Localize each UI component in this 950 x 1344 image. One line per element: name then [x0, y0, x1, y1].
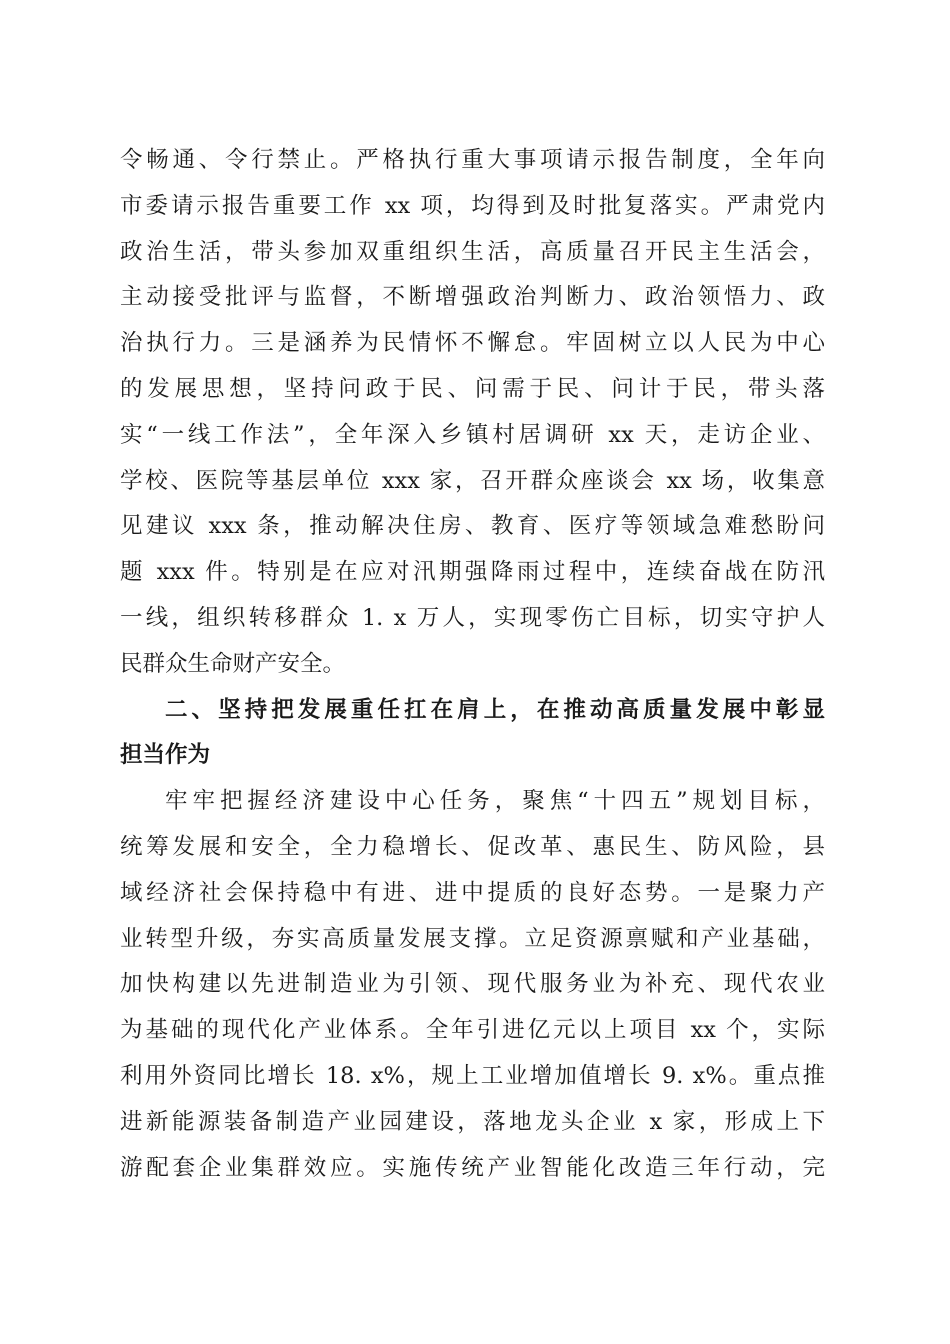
heading-line: 担当作为: [120, 742, 211, 769]
text-line: 利用外资同比增长 18. x%，规上工业增加值增长 9. x%。重点推: [120, 1062, 825, 1089]
text-line: 为基础的现代化产业体系。全年引进亿元以上项目 xx 个，实际: [120, 1017, 825, 1044]
text-line: 实“一线工作法”，全年深入乡镇村居调研 xx 天，走访企业、: [120, 421, 825, 448]
text-line: 域经济社会保持稳中有进、进中提质的良好态势。一是聚力产: [120, 879, 825, 906]
text-line: 进新能源装备制造产业园建设，落地龙头企业 x 家，形成上下: [120, 1108, 825, 1135]
text-line: 加快构建以先进制造业为引领、现代服务业为补充、现代农业: [120, 971, 825, 998]
text-line: 的发展思想，坚持问政于民、问需于民、问计于民，带头落: [120, 375, 825, 402]
text-line: 令畅通、令行禁止。严格执行重大事项请示报告制度，全年向: [120, 147, 825, 173]
document-page: [120, 138, 825, 1191]
text-line: 题 xxx 件。特别是在应对汛期强降雨过程中，连续奋战在防汛: [120, 559, 825, 586]
heading-line: 二、坚持把发展重任扛在肩上，在推动高质量发展中彰显: [165, 696, 825, 723]
text-line: 民群众生命财产安全。: [120, 650, 346, 677]
text-line: 学校、医院等基层单位 xxx 家，召开群众座谈会 xx 场，收集意: [120, 467, 825, 494]
text-line: 治执行力。三是涵养为民情怀不懈怠。牢固树立以人民为中心: [120, 330, 825, 357]
text-line: 一线，组织转移群众 1. x 万人，实现零伤亡目标，切实守护人: [120, 604, 825, 631]
text-line: 统筹发展和安全，全力稳增长、促改革、惠民生、防风险，县: [120, 833, 825, 860]
section-heading: [120, 688, 825, 780]
text-line: 业转型升级，夯实高质量发展支撑。立足资源禀赋和产业基础，: [120, 925, 825, 952]
paragraph-2: [120, 779, 825, 1191]
text-line: 牢牢把握经济建设中心任务，聚焦“十四五”规划目标，: [165, 788, 825, 815]
text-line: 主动接受批评与监督，不断增强政治判断力、政治领悟力、政: [120, 284, 825, 311]
text-line: 游配套企业集群效应。实施传统产业智能化改造三年行动，完: [120, 1154, 825, 1181]
text-line: 见建议 xxx 条，推动解决住房、教育、医疗等领域急难愁盼问: [120, 513, 825, 540]
text-line: 政治生活，带头参加双重组织生活，高质量召开民主生活会，: [120, 238, 825, 265]
paragraph-1: [120, 138, 825, 688]
text-line: 市委请示报告重要工作 xx 项，均得到及时批复落实。严肃党内: [120, 192, 825, 219]
